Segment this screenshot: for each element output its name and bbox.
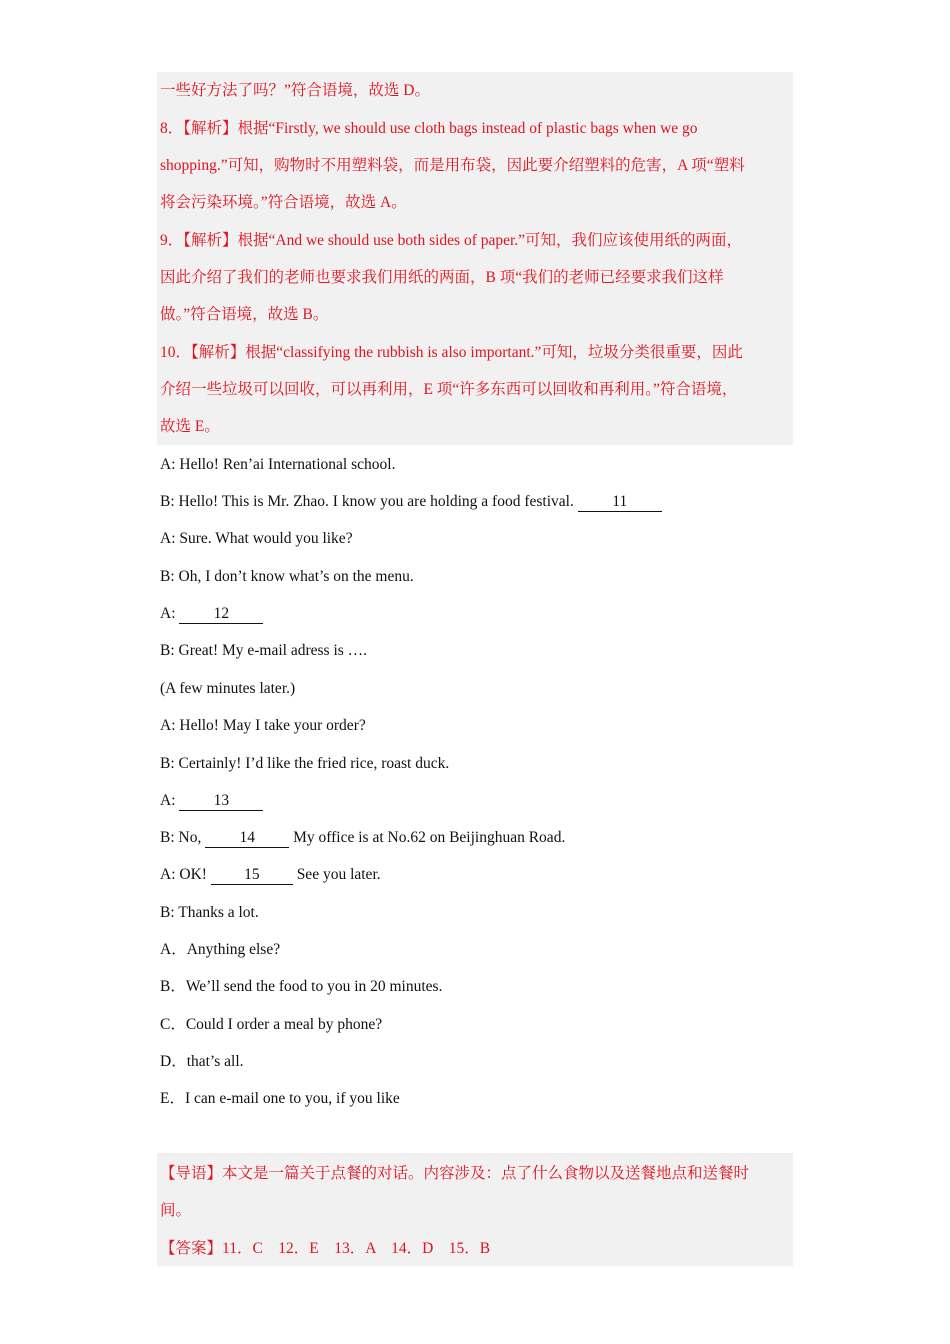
- dialogue-line: [160, 604, 263, 624]
- option-a: A．Anything else?: [160, 941, 281, 958]
- analysis-line: 做。”符合语境，故选 B。: [160, 306, 329, 323]
- dialogue-line: [160, 791, 263, 811]
- analysis-line: shopping.”可知，购物时不用塑料袋，而是用布袋，因此要介绍塑料的危害，A 项“塑料: [160, 157, 745, 174]
- analysis-line: 一些好方法了吗？”符合语境，故选 D。: [160, 82, 430, 99]
- dialogue-line: (A few minutes later.): [160, 680, 296, 697]
- analysis-line: 介绍一些垃圾可以回收，可以再利用，E 项“许多东西可以回收和再利用。”符合语境，: [160, 381, 738, 398]
- answer-label: 【答案】: [160, 1240, 223, 1257]
- answer-blank-12: 12: [179, 605, 263, 624]
- dialogue-line: B: Thanks a lot.: [160, 904, 259, 921]
- guide-line: 间。: [160, 1202, 192, 1219]
- dialogue-line: B: Certainly! I’d like the fried rice, roast duck.: [160, 755, 450, 772]
- dialogue-line: [160, 828, 565, 848]
- option-b: B．We’ll send the food to you in 20 minutes.: [160, 978, 443, 995]
- analysis-line: 因此介绍了我们的老师也要求我们用纸的两面，B 项“我们的老师已经要求我们这样: [160, 269, 724, 286]
- dialogue-line: B: Great! My e-mail adress is ….: [160, 642, 368, 659]
- option-d: D．that’s all.: [160, 1053, 244, 1070]
- answer-key: 11．C 12．E 13．A 14．D 15．B: [222, 1240, 491, 1257]
- dialogue-line: [160, 492, 662, 512]
- answer-line: [160, 1239, 490, 1259]
- dialogue-text: B: No,: [160, 829, 206, 846]
- answer-blank-13: 13: [179, 792, 263, 811]
- analysis-line: 将会污染环境。”符合语境，故选 A。: [160, 194, 407, 211]
- guide-line: 【导语】本文是一篇关于点餐的对话。内容涉及：点了什么食物以及送餐地点和送餐时: [160, 1165, 750, 1182]
- answer-blank-15: 15: [211, 866, 293, 885]
- dialogue-line: A: Hello! Ren’ai International school.: [160, 456, 396, 473]
- analysis-line: 10．【解析】根据“classifying the rubbish is also important.”可知，垃圾分类很重要，因此: [160, 344, 743, 361]
- answer-blank-11: 11: [578, 493, 662, 512]
- analysis-line: 故选 E。: [160, 418, 220, 435]
- analysis-line: 9．【解析】根据“And we should use both sides of paper.”可知，我们应该使用纸的两面，: [160, 232, 743, 249]
- dialogue-text: A: OK!: [160, 866, 211, 883]
- dialogue-text: B: Hello! This is Mr. Zhao. I know you are holding a food festival.: [160, 493, 578, 510]
- dialogue-text: My office is at No.62 on Beijinghuan Road.: [289, 829, 566, 846]
- dialogue-line: B: Oh, I don’t know what’s on the menu.: [160, 568, 414, 585]
- dialogue-text: A:: [160, 792, 180, 809]
- dialogue-line: A: Hello! May I take your order?: [160, 717, 366, 734]
- analysis-line: 8．【解析】根据“Firstly, we should use cloth bags instead of plastic bags when we go: [160, 120, 698, 137]
- answer-blank-14: 14: [205, 829, 289, 848]
- option-e: E．I can e-mail one to you, if you like: [160, 1090, 400, 1107]
- dialogue-line: A: Sure. What would you like?: [160, 530, 353, 547]
- dialogue-text: A:: [160, 605, 180, 622]
- dialogue-line: [160, 865, 381, 885]
- option-c: C．Could I order a meal by phone?: [160, 1016, 383, 1033]
- dialogue-text: See you later.: [292, 866, 381, 883]
